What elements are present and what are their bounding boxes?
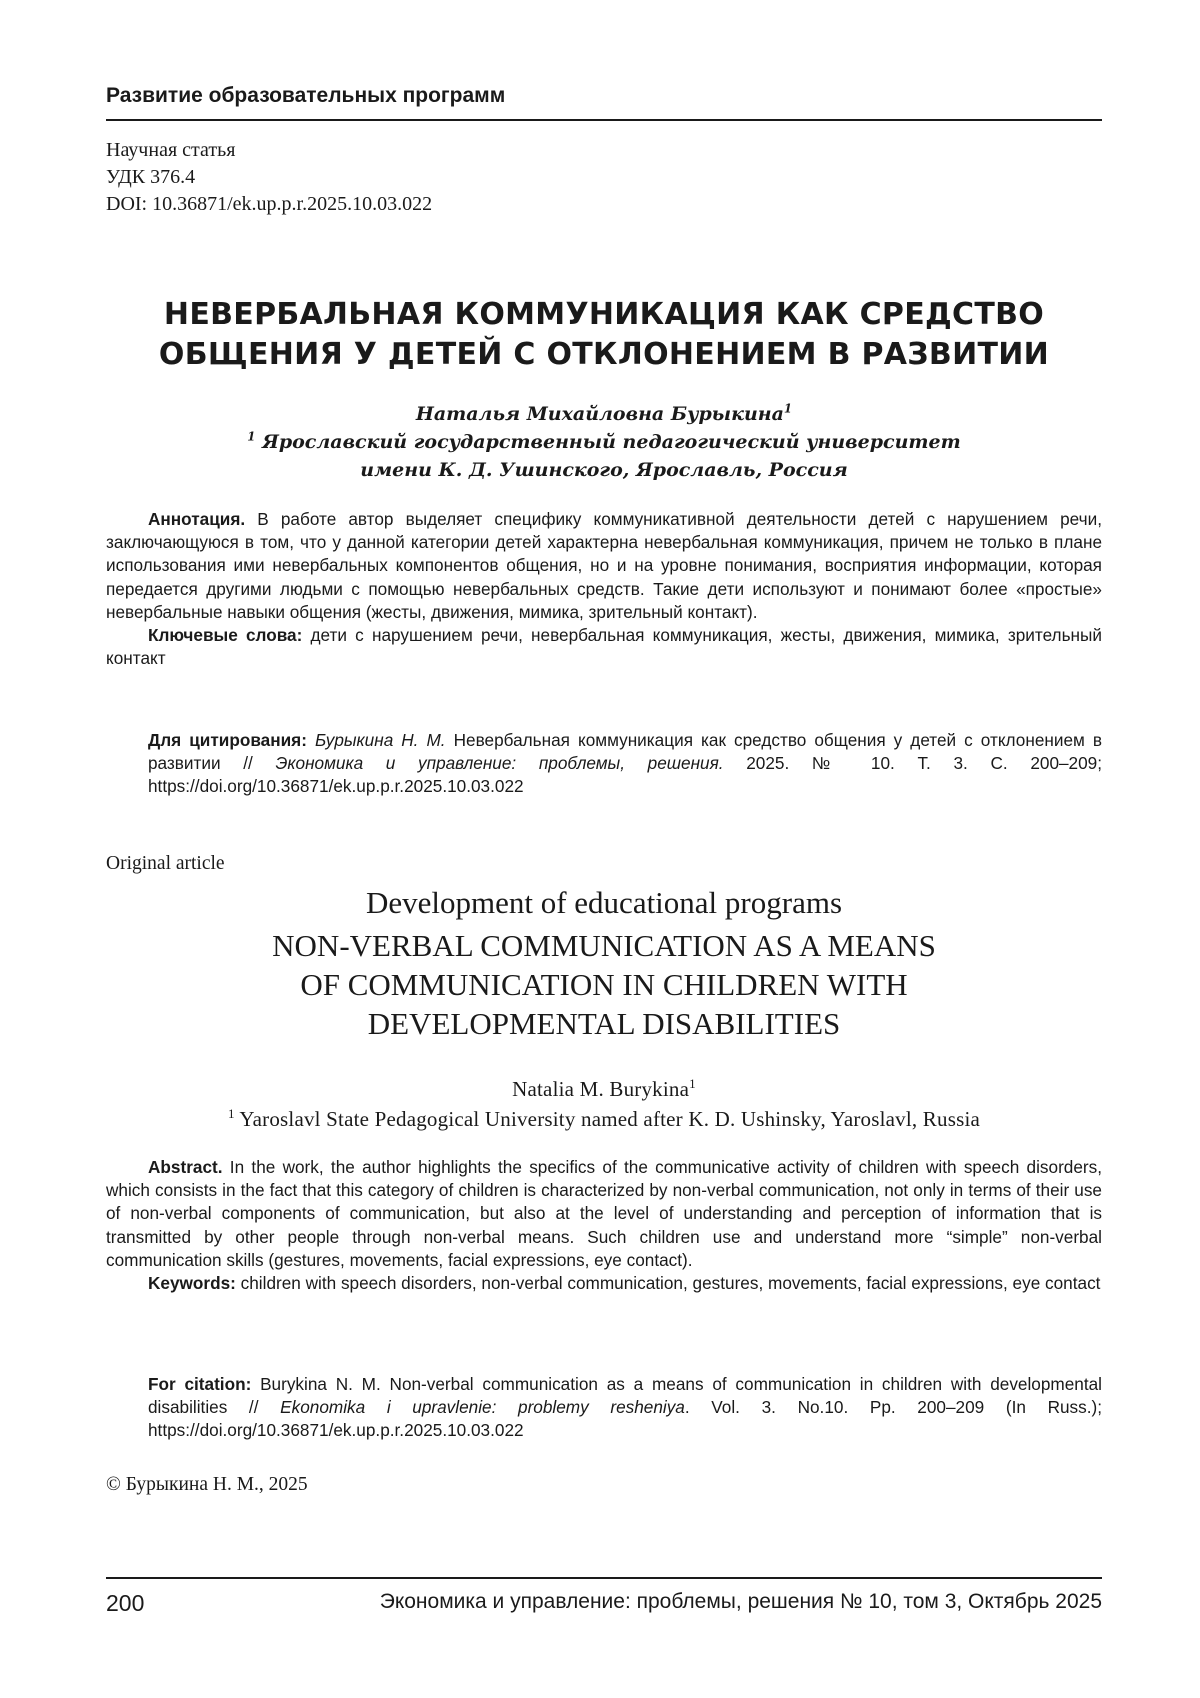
doi: DOI: 10.36871/ek.up.p.r.2025.10.03.022 [106,193,433,215]
annotation-ru [106,508,1102,670]
article-title-en [106,926,1102,1043]
footer-divider [106,1577,1102,1579]
abstract-paragraph: Abstract. In the work, the author highlights the specifics of the communicative activity of children with speech disorders, which consists in the fact that this category of children is characterized by non-verbal communication, not only in terms of their use of non-verbal components of communication, but also at the level of understanding and perception of information that is transmitted by other people through non-verbal means. Such children use and understand more “simple” non-verbal communication skills (gestures, movements, facial expressions, eye contact). [106,1157,1103,1270]
journal-footer: Экономика и управление: проблемы, решения № 10, том 3, Октябрь 2025 [379,1590,1102,1613]
citation-en: For citation: Burykina N. M. Non-verbal communication as a means of communication in children with developmental disabilities // Ekonomika i upravlenie: problemy resheniya. Vol. 3. No.10. Pp. 200–209 (In Russ.); https://doi.org/10.36871/ek.up.p.r.2025.10.03.022 [148,1374,1103,1441]
article-title-ru [106,295,1102,375]
udc-code: УДК 376.4 [106,166,196,188]
author-name-en: Natalia M. Burykina$^1$ [512,1076,696,1101]
affiliation-ru-line-2: имени К. Д. Ушинского, Ярославль, Россия [360,459,848,481]
author-affil-marker: 1 [783,401,793,416]
article-meta [106,137,432,218]
author-name-ru: Наталья Михайловна Бурыкина$^1$ [415,401,793,425]
article-type-ru: Научная статья [106,139,236,161]
affil-marker: 1 [247,429,256,444]
article-type-en: Original article [106,853,225,874]
affil-marker-en: 1 [227,1106,235,1121]
title-en-line-1: NON-VERBAL COMMUNICATION AS A MEANS [272,928,936,963]
title-ru-line-1: НЕВЕРБАЛЬНАЯ КОММУНИКАЦИЯ КАК СРЕДСТВО [163,297,1045,332]
section-title-en: Development of educational programs [365,885,843,920]
annotation-paragraph: Аннотация. В работе автор выделяет специфику коммуникативной деятельности детей с нарушением речи, заключающуюся в том, что у данной категории детей характерна невербальная коммуникация, причем не только в плане использования ими невербальных компонентов общения, но и на уровне понимания, восприятия информации, которая передается другими людьми с помощью невербальных средств. Такие дети используют и понимают более «простые» невербальные навыки общения (жесты, движения, мимика, зрительный контакт). [106,509,1102,622]
copyright-notice: © Бурыкина Н. М., 2025 [106,1474,308,1495]
affiliation-ru-line-1: $^1$ Ярославский государственный педагогический университет [247,429,961,453]
affiliation-en: $^1$ Yaroslavl State Pedagogical University named after K. D. Ushinsky, Yaroslavl, Russia [227,1106,981,1131]
keywords-en: Keywords: children with speech disorders, non-verbal communication, gestures, movements, facial expressions, eye contact [148,1273,1101,1294]
citation-ru-doi[interactable]: 2025. № 10. Т. 3. С. 200–209; https://doi.org/10.36871/ek.up.p.r.2025.10.03.022 [148,753,1103,797]
author-block-ru [106,400,1102,484]
author-affil-marker-en: 1 [689,1076,696,1091]
citation-en-doi[interactable]: . Vol. 3. No.10. Pp. 200–209 (In Russ.); https://doi.org/10.36871/ek.up.p.r.2025.10.03.022 [148,1397,1103,1441]
abstract-en [106,1156,1102,1295]
title-en-line-3: DEVELOPMENTAL DISABILITIES [367,1006,841,1041]
keywords-ru: Ключевые слова: дети с нарушением речи, невербальная коммуникация, жесты, движения, мимика, зрительный контакт [106,625,1102,669]
author-block-en [106,1074,1102,1134]
citation-ru: Для цитирования: Бурыкина Н. М. Невербальная коммуникация как средство общения у детей с отклонением в развитии // Экономика и управление: проблемы, решения. 2025. № 10. Т. 3. С. 200–209; https://doi.org/10.36871/ek.up.p.r.2025.10.03.022 [148,730,1103,797]
title-en-line-2: OF COMMUNICATION IN CHILDREN WITH [300,967,908,1002]
title-ru-line-2: ОБЩЕНИЯ У ДЕТЕЙ С ОТКЛОНЕНИЕМ В РАЗВИТИИ [158,337,1050,372]
page-number: 200 [106,1590,145,1616]
section-header: Развитие образовательных программ [106,84,506,107]
header-divider [106,119,1102,121]
